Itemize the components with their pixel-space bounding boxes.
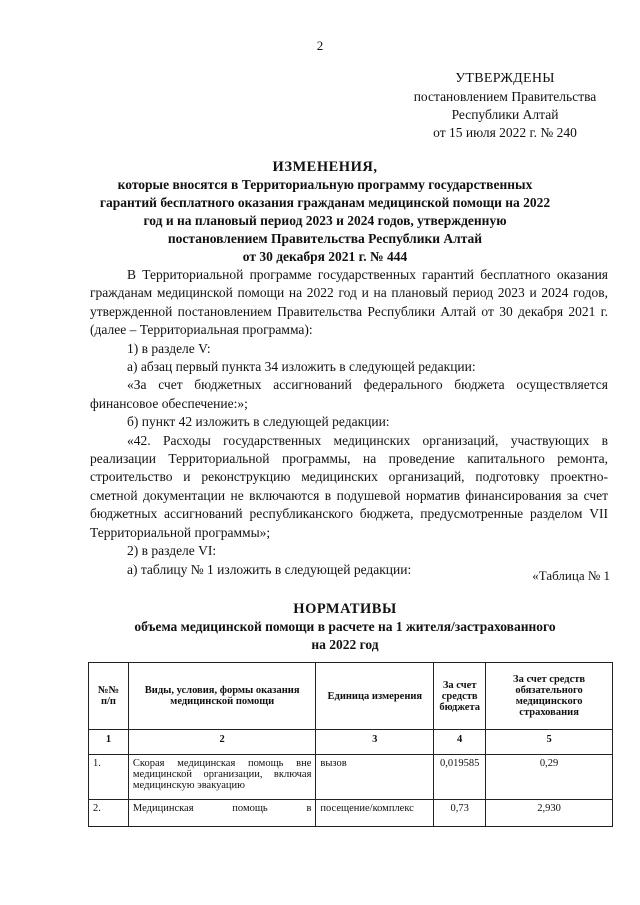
row-unit: вызов	[316, 755, 434, 800]
quote-1: «За счет бюджетных ассигнований федерального бюджета осуществляется финансовое обеспечение:»;	[90, 377, 608, 411]
header-cell: За счет средств обязательного медицинского страхования	[486, 663, 613, 730]
column-number: 5	[486, 730, 613, 755]
title-line: год и на плановый период 2023 и 2024 годов, утвержденную	[143, 213, 507, 228]
row-oms: 2,930	[486, 800, 613, 827]
document-title	[75, 158, 575, 266]
row-budget: 0,73	[434, 800, 486, 827]
approval-stamp	[395, 70, 615, 142]
column-number: 4	[434, 730, 486, 755]
row-budget: 0,019585	[434, 755, 486, 800]
document-body	[90, 266, 608, 579]
table-row	[89, 755, 613, 800]
header-cell: Виды, условия, формы оказания медицинской помощи	[128, 663, 316, 730]
row-oms: 0,29	[486, 755, 613, 800]
column-number: 2	[128, 730, 316, 755]
page-number: 2	[316, 38, 324, 53]
row-kind: Медицинская помощь в	[128, 800, 316, 827]
table-row	[89, 800, 613, 827]
norms-title	[95, 600, 595, 654]
item-1b: б) пункт 42 изложить в следующей редакции:	[127, 414, 390, 430]
row-number: 2.	[89, 800, 129, 827]
header-cell: Единица измерения	[316, 663, 434, 730]
item-2: 2) в разделе VI:	[127, 543, 217, 559]
quote-2: «42. Расходы государственных медицинских организаций, участвующих в реализации Территориальной программы, на проведение капитального ремонта, строительство и реконструкцию медицинских организаций, подготовку проектно-сметной документации не включаются в подушевой норматив финансирования за счет бюджетных ассигнований республиканского бюджета, предусмотренные разделом VII Территориальной программы»;	[90, 432, 608, 540]
approval-line: постановлением Правительства	[413, 89, 597, 104]
approval-head: УТВЕРЖДЕНЫ	[455, 71, 555, 86]
item-1a: а) абзац первый пункта 34 изложить в следующей редакции:	[127, 359, 476, 375]
approval-line: Республики Алтай	[451, 107, 559, 122]
norms-line: объема медицинской помощи в расчете на 1 жителя/застрахованного	[134, 619, 556, 634]
approval-line: от 15 июля 2022 г. № 240	[433, 125, 577, 140]
norms-heading: НОРМАТИВЫ	[293, 601, 397, 617]
column-number: 3	[316, 730, 434, 755]
header-cell: За счет средств бюджета	[434, 663, 486, 730]
title-line: гарантий бесплатного оказания гражданам медицинской помощи на 2022	[99, 195, 551, 210]
row-number: 1.	[89, 755, 129, 800]
title-line: постановлением Правительства Республики Алтай	[167, 231, 483, 246]
table-reference: «Таблица № 1	[532, 568, 610, 583]
norms-line: на 2022 год	[311, 637, 379, 652]
title-line: от 30 декабря 2021 г. № 444	[242, 249, 408, 264]
table-header-row	[89, 663, 613, 730]
norms-table	[88, 662, 613, 827]
title-heading: ИЗМЕНЕНИЯ,	[272, 159, 378, 175]
header-cell: №№ п/п	[89, 663, 129, 730]
column-number: 1	[89, 730, 129, 755]
item-2a: а) таблицу № 1 изложить в следующей редакции:	[127, 561, 412, 577]
row-unit: посещение/комплекс	[316, 800, 434, 827]
column-number-row	[89, 730, 613, 755]
intro-paragraph: В Территориальной программе государственных гарантий бесплатного оказания гражданам медицинской помощи на 2022 год и на плановый период 2023 и 2024 годов, утвержденной постановлением Правительства Республики Алтай от 30 декабря 2021 г. (далее – Территориальная программа):	[90, 267, 608, 338]
item-1: 1) в разделе V:	[127, 340, 211, 356]
title-line: которые вносятся в Территориальную программу государственных	[117, 177, 533, 192]
row-kind: Скорая медицинская помощь вне медицинской организации, включая медицинскую эвакуацию	[128, 755, 316, 800]
